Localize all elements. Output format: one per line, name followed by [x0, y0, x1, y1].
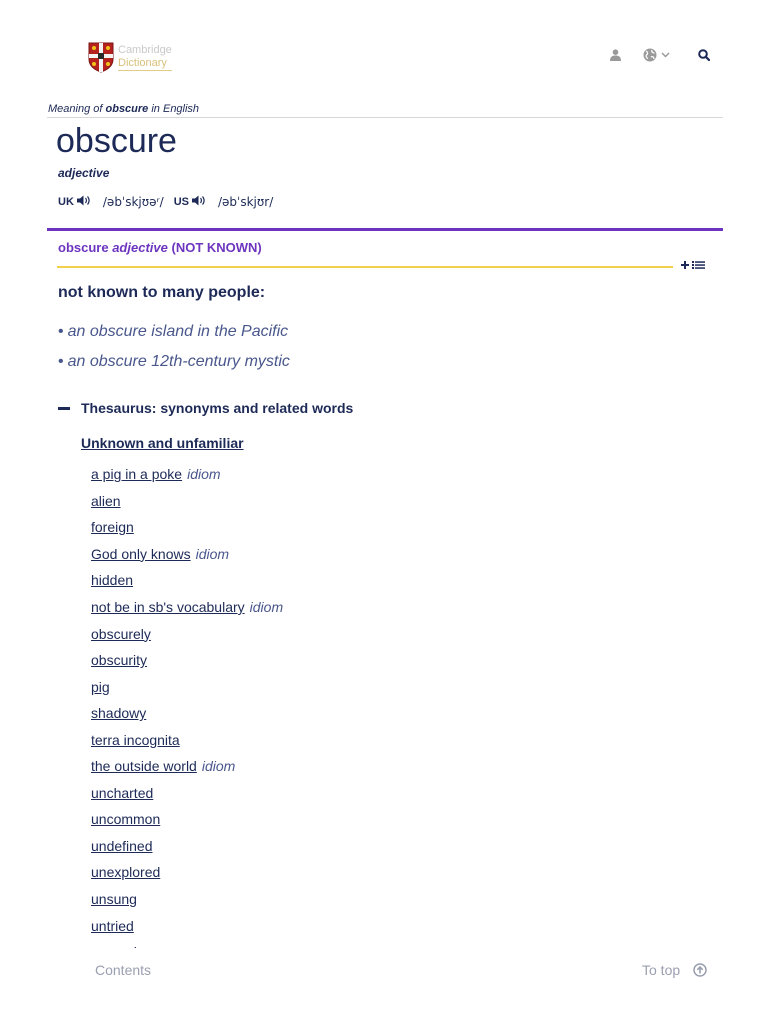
thesaurus-item: [91, 594, 283, 621]
example-text: an obscure 12th-century mystic: [67, 353, 290, 370]
entry-divider: [47, 228, 723, 231]
thesaurus-word-link[interactable]: obscurely: [91, 625, 151, 642]
add-to-wordlist-button[interactable]: [681, 260, 705, 270]
thesaurus-item: [91, 912, 283, 939]
thesaurus-item: [91, 780, 283, 807]
part-of-speech: adjective: [58, 166, 110, 180]
thesaurus-item: [91, 647, 283, 674]
thesaurus-word-link[interactable]: terra incognita: [91, 731, 180, 748]
thesaurus-word-link[interactable]: uncommon: [91, 811, 161, 828]
thesaurus-word-link[interactable]: foreign: [91, 519, 134, 536]
speaker-icon[interactable]: [192, 195, 206, 209]
university-shield-icon: [88, 42, 114, 73]
idiom-tag: idiom: [249, 599, 284, 615]
thesaurus-item: [91, 673, 283, 700]
sense-word: obscure: [58, 240, 109, 255]
user-icon[interactable]: [610, 49, 621, 61]
example-text: an obscure island in the Pacific: [67, 323, 289, 340]
thesaurus-word-link[interactable]: uncharted: [91, 784, 154, 801]
thesaurus-item: [91, 806, 283, 833]
thesaurus-item: [91, 700, 283, 727]
breadcrumb-prefix: Meaning of: [48, 103, 103, 115]
pronunciation-row: [58, 195, 283, 209]
uk-label: UK: [58, 196, 74, 208]
thesaurus-toggle[interactable]: [58, 400, 353, 416]
breadcrumb: [48, 103, 199, 115]
sense-divider: [57, 266, 673, 268]
thesaurus-item: [91, 567, 283, 594]
us-label: US: [173, 196, 189, 208]
breadcrumb-word: obscure: [105, 103, 149, 115]
thesaurus-word-link[interactable]: not be in sb's vocabulary: [91, 599, 245, 615]
thesaurus-item: [91, 620, 283, 647]
thesaurus-item: [91, 886, 283, 913]
add-to-wordlist-icon: [681, 260, 705, 270]
collapse-icon: [58, 407, 70, 410]
to-top-label: To top: [642, 962, 681, 978]
thesaurus-label: Thesaurus: synonyms and related words: [81, 400, 354, 416]
thesaurus-word-link[interactable]: the outside world: [91, 758, 197, 775]
idiom-tag: idiom: [195, 545, 230, 562]
thesaurus-item: [91, 541, 283, 568]
thesaurus-list: [91, 461, 283, 965]
logo-wordmark: [118, 44, 172, 71]
speaker-icon[interactable]: [77, 195, 91, 209]
thesaurus-item: [91, 488, 283, 515]
site-logo[interactable]: [88, 42, 172, 73]
bottom-bar: [0, 948, 768, 1024]
thesaurus-item: [91, 461, 283, 488]
guide-word: (NOT KNOWN): [171, 240, 262, 255]
us-ipa: /əbˈskjʊr/: [218, 195, 274, 209]
thesaurus-word-link[interactable]: hidden: [91, 572, 134, 589]
sense-header: [58, 240, 262, 255]
thesaurus-item: [91, 514, 283, 541]
thesaurus-word-link[interactable]: a pig in a poke: [91, 466, 183, 483]
logo-line-2: Dictionary: [118, 57, 172, 71]
thesaurus-item: [91, 859, 283, 886]
thesaurus-item: [91, 753, 283, 780]
idiom-tag: idiom: [201, 758, 236, 775]
thesaurus-word-link[interactable]: untried: [91, 917, 134, 934]
logo-line-1: Cambridge: [118, 44, 172, 56]
uk-ipa: /əbˈskjʊəʳ/: [102, 195, 164, 209]
idiom-tag: idiom: [187, 466, 221, 483]
search-icon[interactable]: [698, 49, 710, 61]
thesaurus-word-link[interactable]: unsung: [91, 891, 137, 908]
language-selector[interactable]: [643, 48, 670, 62]
thesaurus-word-link[interactable]: pig: [91, 678, 110, 695]
site-header: [0, 0, 768, 100]
thesaurus-word-link[interactable]: unexplored: [91, 864, 161, 881]
chevron-down-icon: [661, 52, 670, 58]
breadcrumb-suffix: in English: [151, 103, 200, 115]
thesaurus-word-link[interactable]: alien: [91, 492, 121, 509]
thesaurus-word-link[interactable]: shadowy: [91, 705, 147, 722]
thesaurus-heading-link[interactable]: Unknown and unfamiliar: [81, 435, 244, 451]
to-top-button[interactable]: [642, 962, 707, 978]
page-title: obscure: [56, 122, 177, 160]
thesaurus-item: [91, 833, 283, 860]
sense-pos: adjective: [112, 240, 168, 255]
globe-icon: [643, 48, 657, 62]
thesaurus-word-link[interactable]: obscurity: [91, 652, 148, 669]
example-sentence: • an obscure island in the Pacific: [58, 323, 289, 340]
header-actions: [610, 48, 710, 62]
definition: not known to many people:: [58, 284, 266, 301]
thesaurus-item: [91, 726, 283, 753]
thesaurus-word-link[interactable]: undefined: [91, 837, 153, 854]
example-sentence: • an obscure 12th-century mystic: [58, 353, 290, 370]
arrow-up-circle-icon: [693, 963, 707, 977]
thesaurus-word-link[interactable]: God only knows: [91, 545, 191, 562]
divider: [47, 117, 723, 118]
contents-button[interactable]: Contents: [95, 962, 152, 978]
